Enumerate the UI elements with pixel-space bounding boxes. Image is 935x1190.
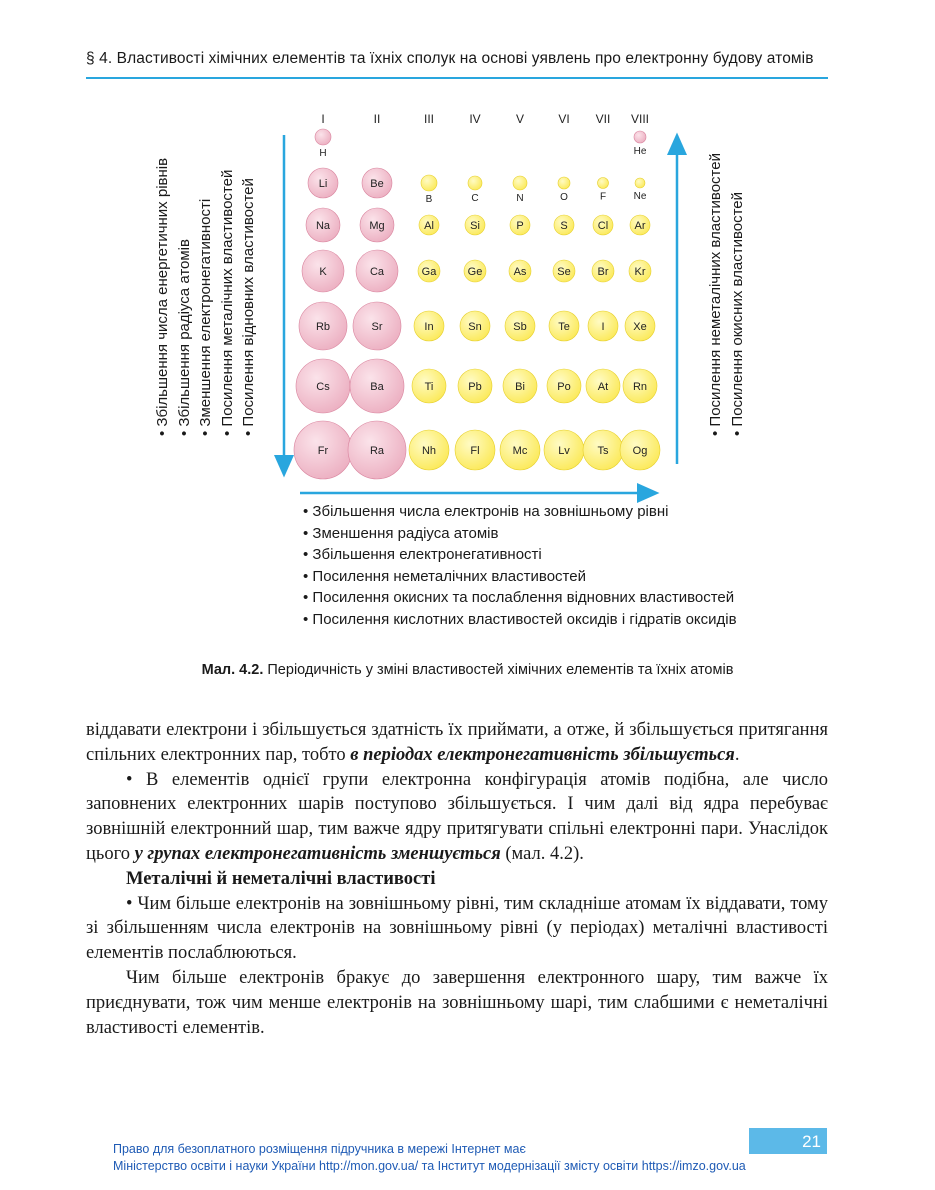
atom-b (421, 175, 437, 191)
element-symbol: Sb (513, 321, 527, 333)
group-label: VIII (630, 112, 650, 126)
p1-text: віддавати електрони і збільшується здатність їх приймати, а отже, й збільшується притягання спільних електронних пар, тобто (86, 720, 828, 765)
bottom-trend-2: • Зменшення радіуса атомів (303, 524, 499, 542)
element-symbol: Bi (515, 381, 525, 393)
atom-ne (635, 178, 645, 188)
element-symbol: Se (557, 266, 571, 278)
body-text (86, 718, 828, 1040)
element-symbol: Kr (634, 266, 646, 278)
element-symbol: Ar (634, 220, 646, 232)
element-symbol: At (597, 381, 609, 393)
atom-f (598, 178, 609, 189)
element-symbol: Na (315, 220, 331, 232)
element-symbol: Fl (470, 445, 480, 457)
element-symbol: Be (370, 178, 384, 190)
element-symbol: N (516, 193, 524, 204)
footer-line-1: Право для безоплатного розміщення підручника в мережі Інтернет має (113, 1142, 526, 1156)
running-header: § 4. Властивості хімічних елементів та їхніх сполук на основі уявлень про електронну будову атомів (86, 50, 814, 67)
p2-emphasis: у групах електронегативність зменшується (134, 843, 501, 864)
element-symbol: Br (597, 266, 609, 278)
section-heading: Металічні й неметалічні властивості (126, 868, 436, 889)
element-symbol: Ra (369, 445, 385, 457)
paragraph-1 (86, 718, 828, 768)
element-symbol: Ge (467, 266, 483, 278)
bottom-trend-list (303, 501, 737, 630)
element-symbol: Cs (316, 381, 330, 393)
atom-h (315, 129, 331, 145)
element-symbol: Mg (369, 220, 385, 232)
right-trend-2: • Посилення окисних властивостей (728, 191, 746, 436)
left-trend-2: • Збільшення радіуса атомів (175, 239, 193, 436)
element-symbol: Sn (468, 321, 482, 333)
element-symbol: Po (557, 381, 571, 393)
element-symbol: P (516, 220, 524, 232)
element-symbol: Lv (558, 445, 570, 457)
element-symbol: In (424, 321, 434, 333)
bottom-trend-5: • Посилення окисних та послаблення відновних властивостей (303, 589, 735, 606)
group-label: V (515, 112, 525, 126)
page-number: 21 (749, 1128, 827, 1154)
element-symbol: Xe (633, 321, 647, 333)
bottom-trend-3: • Збільшення електронегативності (303, 546, 542, 563)
element-symbol: K (319, 266, 327, 278)
figure-caption (0, 662, 935, 678)
element-symbol: Ca (369, 266, 385, 278)
element-symbol: Ba (370, 381, 384, 393)
element-symbol: He (633, 146, 647, 157)
element-symbol: Li (318, 178, 328, 190)
p2-text: • В елементів однієї групи електронна конфігурація атомів подібна, але число заповнених електронних шарів поступово збільшується. І чим далі від ядра перебуває зовнішній електронний шар, тим важче ядру притягувати спільні електронні пари. Унаслідок цього (86, 769, 828, 864)
group-label: II (373, 112, 381, 126)
left-trend-1: • Збільшення числа енергетичних рівнів (154, 157, 171, 436)
element-symbol: Rn (632, 381, 648, 393)
caption-text: Періодичність у зміні властивостей хімічних елементів та їхніх атомів (263, 662, 734, 678)
group-labels (321, 112, 649, 126)
right-trend-list (705, 153, 748, 436)
group-label: VI (558, 112, 570, 126)
right-trend-1: • Посилення неметалічних властивостей (707, 153, 724, 436)
element-symbol: Cl (597, 220, 609, 232)
footer-line-2: Міністерство освіти і науки України http://mon.gov.ua/ та Інститут модернізації змісту освіти https://imzo.gov.ua (113, 1159, 746, 1173)
paragraph-2 (86, 768, 828, 867)
p2-end: (мал. 4.2). (500, 843, 584, 864)
paragraph-4: Чим більше електронів бракує до завершення електронного шару, тим важче їх приєднувати, тож чим менше електронів на зовнішньому шарі, тим слабшими є неметалічні властивості елементів. (86, 967, 828, 1038)
p1-end: . (734, 744, 740, 765)
element-symbol: B (425, 194, 433, 205)
element-symbol: Al (424, 220, 434, 232)
element-symbol: Ti (424, 381, 434, 393)
element-symbol: Si (470, 220, 480, 232)
left-trend-3: • Зменшення електронегативності (197, 198, 214, 436)
element-symbol: Pb (468, 381, 482, 393)
element-symbol: Rb (315, 321, 331, 333)
atom-c (468, 176, 482, 190)
group-label: I (321, 112, 325, 126)
atom-he (634, 131, 646, 143)
element-symbol: Og (632, 445, 648, 457)
left-trend-4: • Посилення металічних властивостей (218, 169, 236, 436)
element-symbol: Mc (512, 445, 528, 457)
element-symbol: Fr (317, 445, 329, 457)
paragraph-3: • Чим більше електронів на зовнішньому рівні, тим складніше атомам їх віддавати, тому зі збільшенням числа електронів на зовнішньому рівні (у періодах) металічні властивості елементів послаблюються. (86, 893, 828, 964)
atom-n (513, 176, 527, 190)
caption-label: Мал. 4.2. (201, 662, 264, 678)
footer-notice (113, 1141, 746, 1175)
bottom-trend-6: • Посилення кислотних властивостей оксидів і гідратів оксидів (303, 610, 737, 628)
element-symbol: Ts (597, 445, 609, 457)
element-symbol: Nh (421, 445, 437, 457)
element-symbol: Ga (421, 266, 437, 278)
element-symbol: F (599, 191, 607, 203)
bottom-trend-1: • Збільшення числа електронів на зовнішньому рівні (303, 503, 669, 520)
p1-emphasis: в періодах електронегативність збільшується (350, 744, 735, 765)
group-label: IV (469, 112, 481, 126)
left-trend-5: • Посилення відновних властивостей (240, 178, 257, 436)
bottom-trend-4: • Посилення неметалічних властивостей (303, 567, 586, 585)
element-symbol: As (513, 266, 527, 278)
element-symbol: Ne (633, 191, 647, 202)
element-symbol: C (471, 193, 479, 204)
atom-o (558, 177, 570, 189)
group-label: III (423, 112, 435, 126)
group-label: VII (595, 112, 611, 126)
element-symbol: S (560, 220, 568, 232)
element-symbol: Sr (371, 321, 383, 333)
left-trend-list (152, 158, 260, 436)
element-symbol: H (319, 148, 327, 159)
element-symbol: I (601, 321, 605, 333)
atoms (294, 129, 660, 479)
element-symbol: O (560, 192, 568, 203)
element-symbol: Te (558, 321, 570, 333)
